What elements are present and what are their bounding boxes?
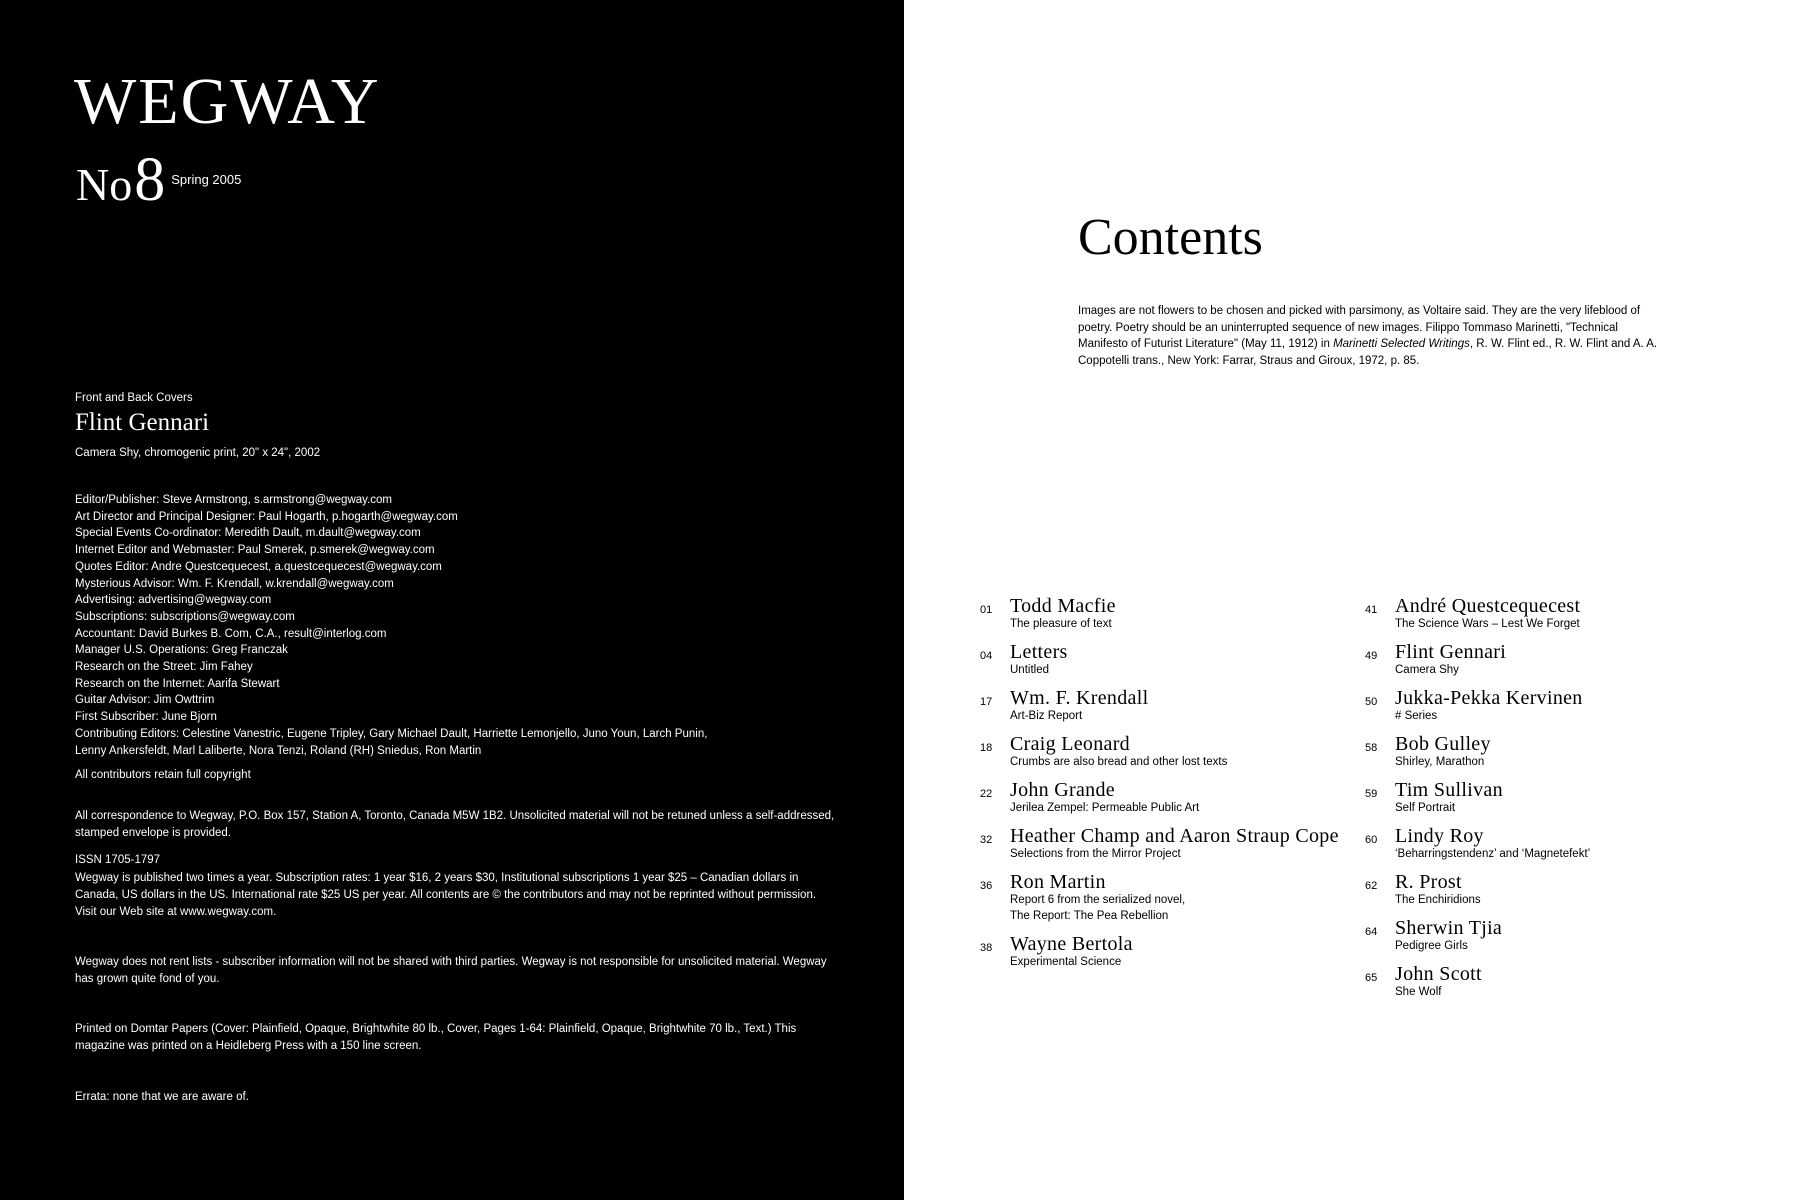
masthead-line: Advertising: advertising@wegway.com: [75, 594, 272, 607]
cover-label: Front and Back Covers: [75, 392, 193, 404]
toc-page-number: 65: [1365, 972, 1378, 984]
toc-page-number: 58: [1365, 742, 1378, 754]
toc-page-number: 22: [980, 788, 993, 800]
masthead-line: Manager U.S. Operations: Greg Franczak: [75, 644, 288, 657]
correspondence-note: All correspondence to Wegway, P.O. Box 157, Station A, Toronto, Canada M5W 1B2. Unsolicited material will not be retuned unless a self-addressed, stamped envelope is provided.: [75, 810, 835, 839]
toc-entry: [1365, 688, 1745, 724]
issue-number: 8: [134, 146, 166, 214]
masthead-line: Subscriptions: subscriptions@wegway.com: [75, 610, 295, 623]
publishing-note: Wegway is published two times a year. Subscription rates: 1 year $16, 2 years $30, Institutional subscriptions 1 year $25 – Canadian dollars in Canada, US dollars in the US. International rate $25 US per year. All contents are © the contributors and may not be reprinted without permission. Visit our Web site at www.wegway.com.: [75, 872, 817, 918]
toc-page-number: 32: [980, 834, 993, 846]
toc-page-number: 36: [980, 880, 993, 892]
toc-contributor: Ron Martin: [1010, 871, 1106, 893]
masthead-line: Accountant: David Burkes B. Com, C.A., result@interlog.com: [75, 627, 387, 640]
masthead-line: Art Director and Principal Designer: Paul Hogarth, p.hogarth@wegway.com: [75, 510, 458, 523]
toc-page-number: 49: [1365, 650, 1378, 662]
toc-page-number: 50: [1365, 696, 1378, 708]
issue-season: Spring 2005: [171, 172, 242, 187]
toc-work-title: Jerilea Zempel: Permeable Public Art: [1010, 802, 1200, 814]
toc-work-title: The Science Wars – Lest We Forget: [1395, 618, 1580, 630]
toc-page-number: 62: [1365, 880, 1378, 892]
masthead-line: Internet Editor and Webmaster: Paul Smerek, p.smerek@wegway.com: [75, 544, 435, 557]
toc-column-left: [980, 596, 1360, 980]
toc-work-title: The Report: The Pea Rebellion: [1010, 910, 1169, 922]
toc-work-title: Crumbs are also bread and other lost texts: [1010, 756, 1228, 768]
toc-contributor: Wm. F. Krendall: [1010, 687, 1149, 709]
toc-work-title: # Series: [1395, 710, 1438, 722]
toc-contributor: Todd Macfie: [1010, 595, 1116, 617]
cover-artist: Flint Gennari: [75, 409, 210, 436]
staff-masthead: [75, 492, 835, 759]
toc-page-number: 59: [1365, 788, 1378, 800]
copyright-note: All contributors retain full copyright: [75, 769, 251, 781]
toc-work-title: ‘Beharringstendenz’ and ‘Magnetefekt’: [1395, 848, 1591, 860]
toc-contributor: John Grande: [1010, 779, 1115, 801]
toc-work-title: Self Portrait: [1395, 802, 1456, 814]
toc-page-number: 64: [1365, 926, 1378, 938]
lists-note: Wegway does not rent lists - subscriber information will not be shared with third parties. Wegway is not responsible for unsolicited material. Wegway has grown quite fond of you.: [75, 956, 827, 985]
toc-page-number: 38: [980, 942, 993, 954]
issue-line: [76, 146, 242, 214]
contents-title: Contents: [1078, 209, 1263, 266]
toc-entry: [1365, 642, 1745, 678]
toc-work-title: The Enchiridions: [1395, 894, 1481, 906]
toc-contributor: Wayne Bertola: [1010, 933, 1133, 955]
masthead-line: Research on the Internet: Aarifa Stewart: [75, 677, 280, 690]
masthead-line: Special Events Co-ordinator: Meredith Dault, m.dault@wegway.com: [75, 527, 421, 540]
toc-page-number: 17: [980, 696, 993, 708]
toc-entry: [1365, 780, 1745, 816]
toc-work-title: The pleasure of text: [1010, 618, 1112, 630]
cover-caption: Camera Shy, chromogenic print, 20" x 24", 2002: [75, 447, 321, 459]
toc-page-number: 04: [980, 650, 993, 662]
masthead-line: Mysterious Advisor: Wm. F. Krendall, w.krendall@wegway.com: [75, 577, 394, 590]
toc-work-title: She Wolf: [1395, 986, 1442, 998]
toc-entry: [980, 872, 1360, 924]
toc-entry: [980, 826, 1360, 862]
toc-entry: [980, 596, 1360, 632]
toc-work-title: Report 6 from the serialized novel,: [1010, 894, 1186, 906]
toc-work-title: Camera Shy: [1395, 664, 1459, 676]
toc-entry: [980, 642, 1360, 678]
toc-entry: [980, 934, 1360, 970]
quote-citation: , R. W. Flint ed., R. W. Flint and A. A. Coppotelli trans., New York: Farrar, Straus and Giroux, 1972, p. 85.: [1078, 338, 1658, 367]
toc-contributor: Lindy Roy: [1395, 825, 1484, 847]
magazine-title: WEGWAY: [74, 65, 381, 138]
toc-column-right: [1365, 596, 1745, 1010]
printing-note: Printed on Domtar Papers (Cover: Plainfield, Opaque, Brightwhite 80 lb., Cover, Pages 1-64: Plainfield, Opaque, Brightwhite 70 lb., Text.) This magazine was printed on a Heidleberg Press with a 150 line screen.: [75, 1023, 797, 1052]
toc-entry: [1365, 872, 1745, 908]
toc-contributor: Craig Leonard: [1010, 733, 1130, 755]
masthead-line: First Subscriber: June Bjorn: [75, 711, 217, 724]
toc-work-title: Pedigree Girls: [1395, 940, 1468, 952]
toc-entry: [980, 734, 1360, 770]
epigraph-quote: [1078, 303, 1658, 369]
toc-entry: [1365, 826, 1745, 862]
toc-contributor: Flint Gennari: [1395, 641, 1507, 663]
toc-contributor: Tim Sullivan: [1395, 779, 1503, 801]
toc-contributor: Sherwin Tjia: [1395, 917, 1503, 939]
issn: ISSN 1705-1797: [75, 854, 161, 866]
toc-contributor: Letters: [1010, 641, 1068, 663]
toc-page-number: 60: [1365, 834, 1378, 846]
toc-entry: [1365, 734, 1745, 770]
toc-contributor: R. Prost: [1395, 871, 1462, 893]
toc-entry: [1365, 918, 1745, 954]
masthead-line: Quotes Editor: Andre Questcequecest, a.questcequecest@wegway.com: [75, 560, 442, 573]
right-page: [904, 0, 1800, 1200]
toc-entry: [1365, 964, 1745, 1000]
toc-contributor: Bob Gulley: [1395, 733, 1491, 755]
toc-contributor: André Questcequecest: [1395, 595, 1581, 617]
errata-note: Errata: none that we are aware of.: [75, 1091, 249, 1103]
toc-entry: [980, 780, 1360, 816]
toc-contributor: John Scott: [1395, 963, 1482, 985]
toc-page-number: 01: [980, 604, 993, 616]
issue-prefix: No: [76, 159, 133, 210]
toc-work-title: Art-Biz Report: [1010, 710, 1083, 722]
toc-contributor: Jukka-Pekka Kervinen: [1395, 687, 1583, 709]
quote-text: Images are not flowers to be chosen and picked with parsimony, as Voltaire said. They are the very lifeblood of poetry. Poetry should be an uninterrupted sequence of new images. Filippo Tommaso Marinetti, "Technical Manifesto of Futurist Literature" (May 11, 1912) in: [1078, 305, 1641, 351]
toc-entry: [980, 688, 1360, 724]
toc-work-title: Selections from the Mirror Project: [1010, 848, 1181, 860]
masthead-line: Guitar Advisor: Jim Owttrim: [75, 694, 215, 707]
toc-work-title: Experimental Science: [1010, 956, 1122, 968]
toc-page-number: 18: [980, 742, 993, 754]
toc-work-title: Shirley, Marathon: [1395, 756, 1485, 768]
toc-work-title: Untitled: [1010, 664, 1049, 676]
toc-page-number: 41: [1365, 604, 1378, 616]
quote-book-title: Marinetti Selected Writings: [1333, 338, 1470, 351]
masthead-line: Research on the Street: Jim Fahey: [75, 661, 253, 674]
toc-entry: [1365, 596, 1745, 632]
masthead-line: Lenny Ankersfeldt, Marl Laliberte, Nora Tenzi, Roland (RH) Sniedus, Ron Martin: [75, 744, 482, 757]
masthead-line: Editor/Publisher: Steve Armstrong, s.armstrong@wegway.com: [75, 494, 392, 506]
masthead-line: Contributing Editors: Celestine Vanestric, Eugene Tripley, Gary Michael Dault, Harriette Lemonjello, Juno Youn, Larch Punin,: [75, 727, 708, 740]
toc-contributor: Heather Champ and Aaron Straup Cope: [1010, 825, 1339, 847]
